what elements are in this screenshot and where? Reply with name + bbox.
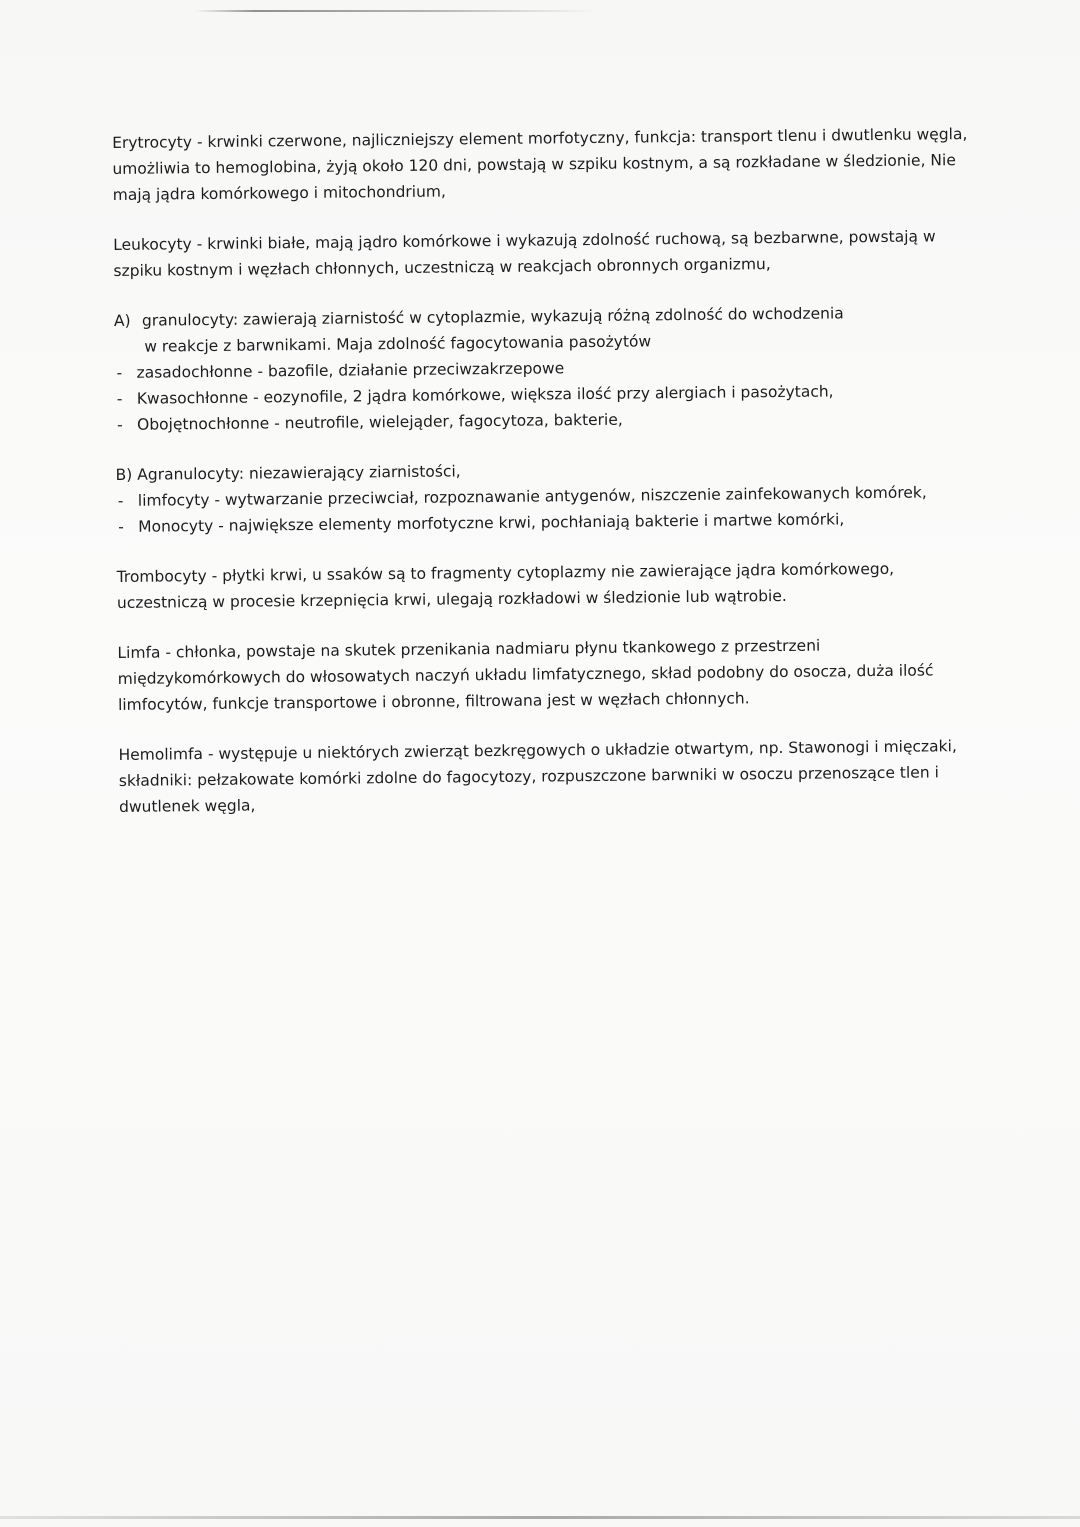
section-agranulocyty — [115, 453, 986, 540]
section-letter-a: A) — [113, 311, 131, 330]
dash-bullet: - — [116, 389, 123, 408]
paragraph-leukocyty: Leukocyty - krwinki białe, mają jądro komórkowe i wykazują zdolność ruchową, są bezbarwne, powstają w szpiku kostnym i węzłach chłonnych, uczestniczą w reakcjach obronnych organizmu, — [113, 227, 936, 280]
granulocyty-heading-text: granulocyty: zawierają ziarnistość w cytoplazmie, wykazują różną zdolność do wchodzenia — [141, 304, 844, 330]
paragraph-limfa: Limfa - chłonka, powstaje na skutek przenikania nadmiaru płynu tkankowego z przestrzeni międzykomórkowych do włosowatych naczyń układu limfatycznego, skład podobny do osocza, duża ilość limfocytów, funkcje transportowe i obronne, filtrowana jest w węzłach chłonnych. — [117, 636, 934, 714]
document-body — [112, 121, 989, 844]
list-item-text: zasadochłonne - bazofile, działanie przeciwzakrzepowe — [136, 359, 565, 382]
section-granulocyty — [114, 299, 985, 438]
list-item-text: limfocyty - wytwarzanie przeciwciał, rozpoznawanie antygenów, niszczenie zainfekowanych komórek, — [137, 483, 927, 510]
agranulocyty-heading: B) Agranulocyty: niezawierający ziarnistości, — [115, 462, 461, 484]
granulocyty-list — [114, 351, 985, 438]
agranulocyty-list — [116, 479, 986, 540]
list-item-text: Obojętnochłonne - neutrofile, wielejąder, fagocytoza, bakterie, — [136, 410, 623, 434]
paper-top-edge — [195, 10, 595, 12]
paper-bottom-edge — [0, 1516, 1080, 1519]
dash-bullet: - — [118, 517, 124, 536]
dash-bullet: - — [116, 415, 123, 434]
list-item-text: Kwasochłonne - eozynofile, 2 jądra komórkowe, większa ilość przy alergiach i pasożytach, — [136, 382, 834, 408]
paragraph-erytrocyty: Erytrocyty - krwinki czerwone, najliczniejszy element morfotyczny, funkcja: transport tlenu i dwutlenku węgla, umożliwia to hemoglobina, żyją około 120 dni, powstają w szpiku kostnym, a są rozkładane w śledzionie, Nie mają jądra komórkowego i mitochondrium, — [112, 125, 968, 204]
dash-bullet: - — [117, 491, 124, 510]
granulocyty-heading-continuation: w reakcje z barwnikami. Maja zdolność fagocytowania pasożytów — [144, 332, 652, 356]
list-item-text: Monocyty - największe elementy morfotyczne krwi, pochłaniają bakterie i martwe komórki, — [138, 510, 845, 536]
paragraph-trombocyty: Trombocyty - płytki krwi, u ssaków są to fragmenty cytoplazmy nie zawierające jądra komórkowego, uczestniczą w procesie krzepnięcia krwi, ulegają rozkładowi w śledzionie lub wątrobie. — [116, 559, 895, 612]
paragraph-hemolimfa: Hemolimfa - występuje u niektórych zwierząt bezkręgowych o układzie otwartym, np. Stawonogi i mięczaki, składniki: pełzakowate komórki zdolne do fagocytozy, rozpuszczone barwniki w osoczu przenoszące tlen i dwutlenek węgla, — [118, 737, 957, 816]
dash-bullet: - — [116, 363, 123, 382]
